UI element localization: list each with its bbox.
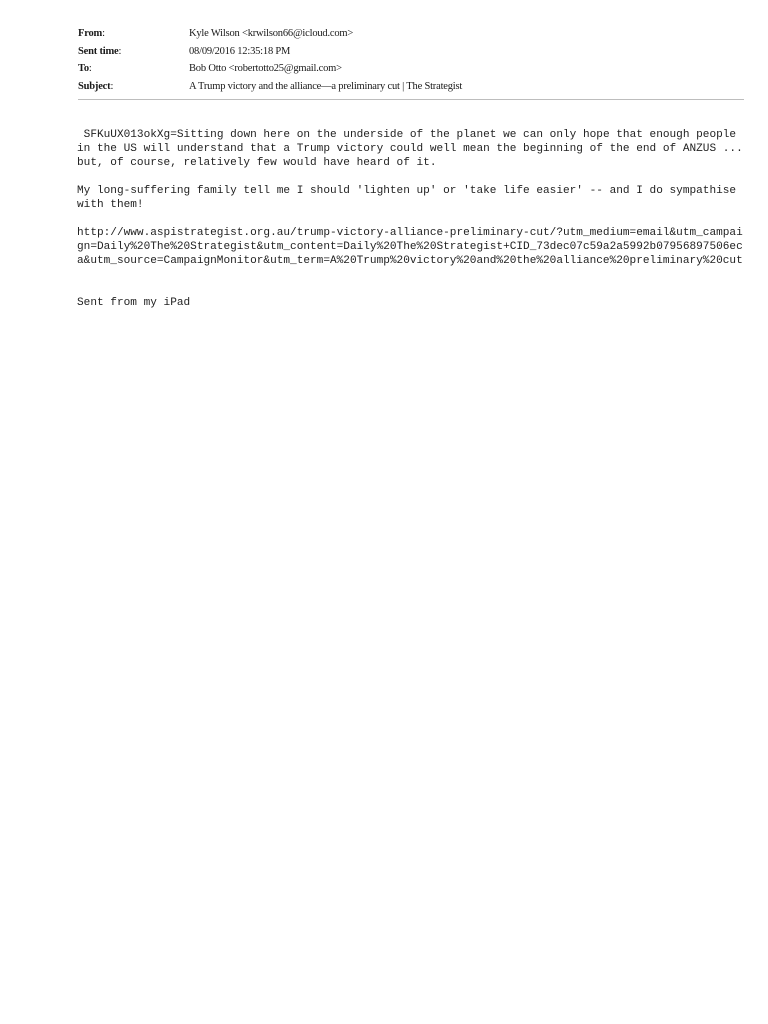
from-label: From: bbox=[78, 28, 105, 40]
to-value: Bob Otto <robertotto25@gmail.com> bbox=[189, 63, 342, 75]
subject-row bbox=[78, 78, 744, 96]
to-label: To: bbox=[78, 63, 92, 75]
header-divider bbox=[78, 99, 744, 100]
subject-value: A Trump victory and the alliance—a preliminary cut | The Strategist bbox=[189, 80, 463, 92]
body-paragraph-2: My long-suffering family tell me I should 'lighten up' or 'take life easier' -- and I do sympathise with them! bbox=[77, 185, 743, 211]
email-header bbox=[78, 25, 744, 95]
email-body bbox=[77, 128, 745, 310]
from-row bbox=[78, 25, 744, 43]
sent-time-row bbox=[78, 43, 744, 61]
sent-time-label: Sent time: bbox=[78, 45, 122, 57]
subject-label: Subject: bbox=[78, 80, 114, 92]
sent-time-value: 08/09/2016 12:35:18 PM bbox=[189, 45, 291, 57]
from-value: Kyle Wilson <krwilson66@icloud.com> bbox=[189, 28, 354, 40]
email-signature: Sent from my iPad bbox=[77, 297, 191, 309]
to-row bbox=[78, 60, 744, 78]
article-link[interactable]: http://www.aspistrategist.org.au/trump-victory-alliance-preliminary-cut/?utm_medium=email&utm_campaign=Daily%20The%20Strategist&utm_content=Daily%20The%20Strategist+CID_73dec07c59a2a5992b07956897506eca&utm_source=CampaignMonitor&utm_term=A%20Trump%20victory%20and%20the%20alliance%20preliminary%20cut bbox=[77, 227, 743, 267]
body-paragraph-1: SFKuUX013okXg=Sitting down here on the underside of the planet we can only hope that enough people in the US will understand that a Trump victory could well mean the beginning of the end of ANZUS ...but, of course, relatively few would have heard of it. bbox=[77, 129, 743, 169]
